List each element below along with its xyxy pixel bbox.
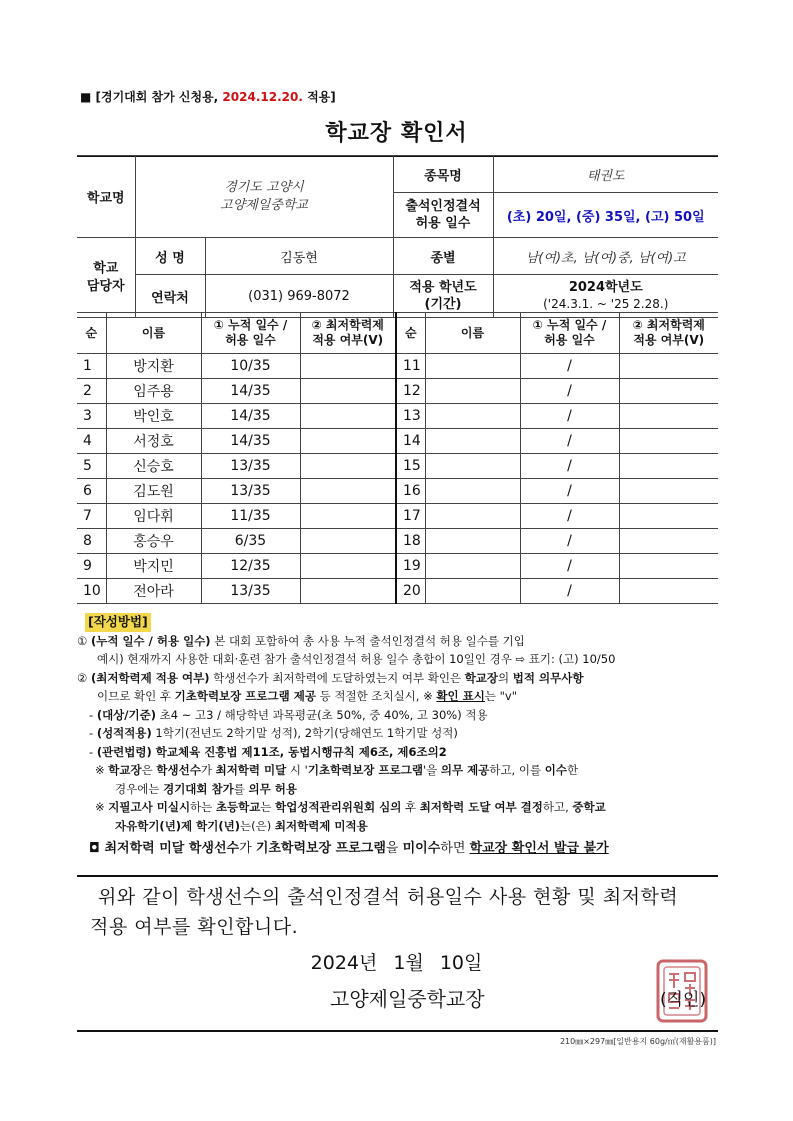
staff-label-line-2: 담당자 — [86, 278, 125, 294]
method-text: '을 — [422, 763, 441, 777]
category-label: 종별 — [393, 238, 493, 275]
allow-value: (초) 20일, (중) 35일, (고) 50일 — [493, 193, 718, 238]
roster-cell-name — [425, 529, 520, 554]
roster-cell-no: 4 — [77, 429, 106, 454]
method-line-1 — [77, 632, 722, 651]
roster-cell-days: / — [520, 354, 619, 379]
roster-cell-min[interactable] — [619, 429, 718, 454]
method-text: 하는 — [190, 800, 216, 814]
roster-cell-days: 13/35 — [201, 479, 300, 504]
method-text: - — [89, 707, 97, 722]
header-note — [80, 88, 336, 105]
staff-label — [77, 238, 135, 318]
roster-cell-name — [425, 504, 520, 529]
method-text: 본 대회 포함하여 총 사용 누적 출석인정결석 허용 일수를 기입 — [210, 633, 525, 648]
roster-cell-name — [425, 479, 520, 504]
roster-cell-min[interactable] — [300, 529, 396, 554]
roster-cell-no: 16 — [396, 479, 425, 504]
method-text: (관련법령) 학교체육 진흥법 제11조, 동법시행규칙 제6조, 제6조의2 — [96, 744, 447, 759]
roster-header-name: 이름 — [106, 313, 201, 354]
method-line-5 — [77, 706, 722, 725]
roster-cell-min[interactable] — [300, 504, 396, 529]
method-line-9 — [77, 780, 722, 799]
roster-cell-no: 3 — [77, 404, 106, 429]
method-text: 한 — [566, 763, 579, 777]
roster-cell-name: 서정호 — [106, 429, 201, 454]
roster-cell-name — [425, 354, 520, 379]
method-text: 이므로 확인 후 — [97, 689, 175, 703]
roster-cell-name: 박인호 — [106, 404, 201, 429]
table-row — [77, 529, 718, 554]
method-text: ※ — [95, 800, 109, 814]
declaration-line-2: 적용 여부를 확인합니다. — [90, 916, 299, 938]
contact-label: 연락처 — [135, 275, 205, 318]
method-text: 자유학기(년)제 학기(년) — [115, 818, 241, 833]
method-text: ① — [77, 633, 91, 648]
roster-cell-days: 14/35 — [201, 429, 300, 454]
method-text: (최저학력제 적용 여부) — [90, 670, 210, 685]
roster-cell-days: / — [520, 379, 619, 404]
method-text: 는 "v" — [484, 689, 518, 703]
roster-body — [77, 354, 718, 604]
roster-cell-min[interactable] — [619, 404, 718, 429]
roster-header-days — [520, 313, 619, 354]
roster-cell-name: 방지환 — [106, 354, 201, 379]
table-row — [77, 404, 718, 429]
roster-cell-days: 13/35 — [201, 454, 300, 479]
roster-cell-days: / — [520, 554, 619, 579]
school-value — [135, 156, 393, 238]
roster-cell-days: 11/35 — [201, 504, 300, 529]
name-label: 성 명 — [135, 238, 205, 275]
roster-cell-min[interactable] — [619, 454, 718, 479]
page-title: 학교장 확인서 — [325, 121, 468, 146]
roster-cell-no: 17 — [396, 504, 425, 529]
method-text: 학교장 — [108, 763, 142, 777]
school-line-2: 고양제일중학교 — [220, 197, 308, 213]
method-text: 경기대회 참가 — [163, 781, 234, 796]
method-line-8 — [77, 761, 722, 780]
roster-cell-min[interactable] — [300, 379, 396, 404]
roster-cell-min[interactable] — [619, 379, 718, 404]
note-bullet-icon: ◘ — [89, 841, 100, 856]
method-text: (성적적용) — [96, 726, 152, 740]
method-line-4 — [77, 687, 722, 706]
roster-cell-name — [425, 454, 520, 479]
table-row — [77, 479, 718, 504]
roster-cell-name — [425, 379, 520, 404]
roster-cell-min[interactable] — [300, 429, 396, 454]
roster-cell-name: 박지민 — [106, 554, 201, 579]
roster-cell-min[interactable] — [300, 579, 396, 604]
school-signature: 고양제일중학교장 — [330, 987, 485, 1011]
method-text: 하고, — [542, 800, 573, 814]
roster-cell-days: / — [520, 479, 619, 504]
roster-cell-days: / — [520, 404, 619, 429]
date-month: 1월 — [393, 952, 424, 974]
table-row — [77, 504, 718, 529]
method-text: 시 ' — [286, 763, 308, 777]
method-text: 후 — [401, 800, 420, 814]
roster-cell-min[interactable] — [619, 554, 718, 579]
method-line-2: 예시) 현재까지 사용한 대회·훈련 참가 출석인정결석 허용 일수 총합이 10일인 경우 ⇨ 표기: (고) 10/50 — [97, 652, 616, 666]
school-label: 학교명 — [77, 156, 135, 238]
roster-cell-name: 임다휘 — [106, 504, 201, 529]
roster-cell-name: 전아라 — [106, 579, 201, 604]
roster-cell-no: 13 — [396, 404, 425, 429]
method-text: 을 — [385, 841, 403, 856]
roster-cell-min[interactable] — [300, 404, 396, 429]
table-row — [77, 429, 718, 454]
table-row — [77, 579, 718, 604]
roster-cell-name — [425, 404, 520, 429]
year-value-line-1: 2024학년도 — [568, 280, 643, 295]
method-text: 기초학력보장 프로그램 — [307, 763, 423, 777]
method-final-note — [77, 840, 722, 859]
allow-label-line-2: 허용 일수 — [415, 216, 471, 231]
roster-cell-days: 14/35 — [201, 379, 300, 404]
roster-cell-days: 10/35 — [201, 354, 300, 379]
roster-cell-days: 14/35 — [201, 404, 300, 429]
allow-label — [393, 193, 493, 238]
header-note-suffix: 적용] — [302, 90, 336, 104]
method-text: 초4 ~ 고3 / 해당학년 과목평균(초 50%, 중 40%, 고 30%) 적용 — [155, 707, 488, 722]
roster-cell-name — [425, 429, 520, 454]
category-value: 남(여)초, 남(여)중, 남(여)고 — [493, 238, 718, 275]
roster-header-no: 순 — [77, 313, 106, 354]
method-text: 가 — [239, 841, 256, 856]
method-text: 최저학력제 미적용 — [274, 818, 368, 833]
method-text: 중학교 — [572, 800, 606, 814]
roster-header-days — [201, 313, 300, 354]
method-text: 법적 의무사항 — [512, 670, 584, 685]
date-year: 2024년 — [310, 952, 378, 974]
roster-cell-no: 5 — [77, 454, 106, 479]
roster-header-name: 이름 — [425, 313, 520, 354]
info-table — [77, 155, 718, 318]
method-text: 를 — [233, 781, 249, 796]
roster-cell-min[interactable] — [300, 454, 396, 479]
method-text: 학생선수가 최저학력에 도달하였는지 여부 확인은 — [209, 670, 465, 685]
staff-label-line-1: 학교 — [93, 260, 119, 276]
roster-cell-no: 10 — [77, 579, 106, 604]
table-row — [77, 454, 718, 479]
declaration-line-1: 위와 같이 학생선수의 출석인정결석 허용일수 사용 현황 및 최저학력 — [98, 886, 679, 908]
roster-header-days-line-1: ① 누적 일수 / — [213, 318, 288, 332]
year-label-line-2: (기간) — [424, 297, 462, 312]
roster-cell-no: 7 — [77, 504, 106, 529]
roster-cell-name: 임주용 — [106, 379, 201, 404]
roster-cell-no: 8 — [77, 529, 106, 554]
method-text: 학업성적관리위원회 심의 — [275, 800, 402, 814]
method-text: 는 — [260, 800, 276, 814]
roster-header-min-line-2: 적용 여부(V) — [633, 333, 705, 347]
roster-cell-no: 19 — [396, 554, 425, 579]
method-text: 는(은) — [240, 818, 275, 833]
roster-cell-min[interactable] — [619, 529, 718, 554]
roster-cell-no: 12 — [396, 379, 425, 404]
method-tag: [작성방법] — [85, 613, 151, 632]
roster-cell-days: / — [520, 529, 619, 554]
roster-header-min — [619, 313, 718, 354]
method-text: 미이수 — [402, 841, 441, 856]
roster-cell-name — [425, 554, 520, 579]
method-text: 가 — [200, 763, 216, 777]
method-line-11 — [77, 817, 722, 836]
method-text: - — [89, 726, 97, 740]
method-line-10 — [77, 798, 722, 817]
roster-cell-days: / — [520, 579, 619, 604]
date-day: 10일 — [439, 952, 483, 974]
method-text: 이수 — [544, 763, 567, 777]
method-text: 초등학교 — [215, 800, 261, 814]
roster-header-days-line-2: 허용 일수 — [225, 333, 276, 347]
roster-table — [77, 312, 718, 604]
roster-cell-no: 6 — [77, 479, 106, 504]
roster-header-no: 순 — [396, 313, 425, 354]
roster-header-min-line-2: 적용 여부(V) — [312, 333, 384, 347]
roster-cell-days: / — [520, 504, 619, 529]
method-text: 최저학력 미달 — [215, 763, 287, 777]
declaration — [90, 882, 720, 942]
method-text: 하면 — [440, 841, 470, 856]
roster-cell-no: 14 — [396, 429, 425, 454]
method-text: ② — [77, 670, 91, 685]
method-text: 기초학력보장 프로그램 제공 — [174, 689, 316, 703]
method-text: 의 — [498, 670, 513, 685]
roster-cell-no: 1 — [77, 354, 106, 379]
writing-method — [77, 613, 722, 859]
roster-cell-days: 12/35 — [201, 554, 300, 579]
year-value-line-2: ('24.3.1. ~ '25 2.28.) — [543, 297, 669, 311]
roster-cell-min[interactable] — [300, 554, 396, 579]
roster-cell-no: 20 — [396, 579, 425, 604]
roster-cell-days: 6/35 — [201, 529, 300, 554]
roster-cell-min[interactable] — [300, 354, 396, 379]
table-row — [77, 379, 718, 404]
method-text: (누적 일수 / 허용 일수) — [90, 633, 211, 648]
event-value: 태권도 — [493, 156, 718, 193]
roster-cell-no: 18 — [396, 529, 425, 554]
method-text: ※ — [95, 763, 109, 777]
method-text: 등 적절한 조치실시, ※ — [315, 689, 437, 703]
method-text: 은 — [141, 763, 157, 777]
method-line-6 — [77, 724, 722, 743]
method-text: 학생선수 — [156, 763, 201, 777]
roster-cell-min[interactable] — [619, 579, 718, 604]
method-text: 확인 표시 — [436, 689, 485, 703]
method-text: 최저학력 도달 여부 결정 — [419, 800, 543, 814]
roster-cell-days: / — [520, 429, 619, 454]
method-text: 경우에는 — [115, 781, 164, 796]
table-row — [77, 554, 718, 579]
header-note-date: 2024.12.20. — [222, 90, 303, 104]
roster-cell-name: 신승호 — [106, 454, 201, 479]
allow-label-line-1: 출석인정결석 — [405, 199, 481, 214]
method-text: 기초학력보장 프로그램 — [255, 841, 386, 856]
method-text: 하고, 이를 — [489, 763, 545, 777]
name-value: 김동현 — [205, 238, 393, 275]
header-note-prefix: ■ [경기대회 참가 신청용, — [80, 90, 223, 104]
method-text: 지필고사 미실시 — [108, 800, 191, 814]
roster-cell-min[interactable] — [619, 354, 718, 379]
contact-value: (031) 969-8072 — [205, 275, 393, 318]
event-label: 종목명 — [393, 156, 493, 193]
method-text: - — [89, 744, 97, 759]
school-line-1: 경기도 고양시 — [224, 179, 304, 195]
method-text: 1학기(전년도 2학기말 성적), 2학기(당해연도 1학기말 성적) — [151, 726, 458, 740]
method-text: 학교장 확인서 발급 불가 — [469, 841, 609, 856]
year-label-line-1: 적용 학년도 — [409, 280, 477, 295]
roster-cell-days: / — [520, 454, 619, 479]
table-row — [77, 354, 718, 379]
roster-header-days-line-1: ① 누적 일수 / — [532, 318, 607, 332]
seal-label: (직인) — [660, 990, 707, 1010]
method-text: (대상/기준) — [96, 707, 156, 722]
roster-cell-min[interactable] — [619, 504, 718, 529]
bottom-rule — [77, 1030, 718, 1032]
roster-cell-no: 11 — [396, 354, 425, 379]
roster-header-min — [300, 313, 396, 354]
roster-cell-name — [425, 579, 520, 604]
method-text: 최저학력 미달 학생선수 — [99, 841, 240, 856]
roster-cell-name: 홍승우 — [106, 529, 201, 554]
method-text: 의무 제공 — [440, 763, 490, 777]
roster-cell-min[interactable] — [300, 479, 396, 504]
roster-header-min-line-1: ② 최저학력제 — [311, 318, 384, 332]
roster-header-days-line-2: 허용 일수 — [544, 333, 595, 347]
roster-cell-days: 13/35 — [201, 579, 300, 604]
method-line-7 — [77, 743, 722, 762]
method-text: 의무 허용 — [248, 781, 297, 796]
paper-spec: 210㎜×297㎜[일반용지 60g/㎡(재활용품)] — [559, 1037, 716, 1046]
roster-cell-no: 9 — [77, 554, 106, 579]
method-text: 학교장 — [464, 670, 499, 685]
roster-header-min-line-1: ② 최저학력제 — [632, 318, 705, 332]
roster-cell-no: 15 — [396, 454, 425, 479]
separator-rule — [77, 875, 718, 877]
roster-cell-no: 2 — [77, 379, 106, 404]
roster-cell-min[interactable] — [619, 479, 718, 504]
roster-cell-name: 김도원 — [106, 479, 201, 504]
method-line-3 — [77, 669, 722, 688]
